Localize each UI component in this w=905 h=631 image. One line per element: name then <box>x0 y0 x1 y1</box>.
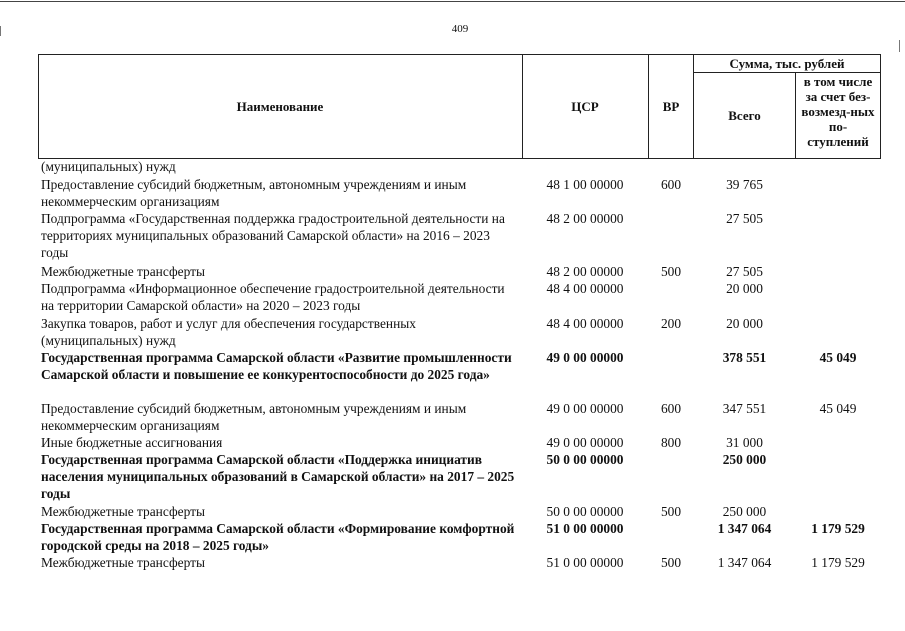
header-divider <box>795 72 796 159</box>
row-name: Закупка товаров, работ и услуг для обеспечения государственных (муниципальных) нужд <box>41 316 416 348</box>
row-name: Межбюджетные трансферты <box>41 504 205 519</box>
row-csr: 50 0 00 00000 <box>546 452 624 467</box>
header-divider <box>880 54 881 159</box>
row-name: Государственная программа Самарской области «Поддержка инициатив населения муниципальных образований в Самарской области» на 2017 – 2025 годы <box>41 452 515 501</box>
row-csr: 51 0 00 00000 <box>546 555 624 570</box>
row-total: 250 000 <box>722 504 767 519</box>
row-csr: 48 4 00 00000 <box>546 281 624 296</box>
row-incl: 1 179 529 <box>811 521 865 536</box>
header-divider <box>38 54 39 159</box>
header-csr: ЦСР <box>571 99 599 114</box>
row-total: 347 551 <box>722 401 767 416</box>
row-csr: 48 2 00 00000 <box>546 264 624 279</box>
row-name: Государственная программа Самарской области «Формирование комфортной городской среды на 2018 – 2025 годы» <box>41 521 515 553</box>
header-amount: Сумма, тыс. рублей <box>729 56 845 71</box>
row-total: 1 347 064 <box>717 521 772 536</box>
row-name: Предоставление субсидий бюджетным, автономным учреждениям и иным некоммерческим организациям <box>41 177 467 209</box>
row-csr: 49 0 00 00000 <box>546 435 624 450</box>
row-csr: 48 1 00 00000 <box>546 177 624 192</box>
row-name: Государственная программа Самарской области «Развитие промышленности Самарской области и повышение ее конкурентоспособности до 2025 года» <box>41 350 512 382</box>
header-name: Наименование <box>236 99 324 114</box>
row-csr: 48 4 00 00000 <box>546 316 624 331</box>
header-divider <box>522 54 523 159</box>
row-total: 27 505 <box>726 211 763 226</box>
row-name: Предоставление субсидий бюджетным, автономным учреждениям и иным некоммерческим организациям <box>41 401 467 433</box>
row-vr: 500 <box>660 264 682 279</box>
row-vr: 600 <box>660 401 682 416</box>
row-vr: 500 <box>660 504 682 519</box>
header-incl: в том числе за счет без-возмезд-ных по-ступлений <box>801 74 875 149</box>
row-total: 27 505 <box>726 264 763 279</box>
row-incl: 45 049 <box>819 401 857 416</box>
header-total: Всего <box>728 108 761 123</box>
row-total: 378 551 <box>722 350 767 365</box>
row-name: Межбюджетные трансферты <box>41 555 205 570</box>
amount-subheader-border <box>693 72 881 73</box>
row-total: 39 765 <box>726 177 763 192</box>
row-csr: 50 0 00 00000 <box>546 504 624 519</box>
row-csr: 48 2 00 00000 <box>546 211 624 226</box>
row-total: 1 347 064 <box>717 555 772 570</box>
page-number: 409 <box>451 23 469 35</box>
row-vr: 200 <box>660 316 682 331</box>
header-divider <box>693 54 694 159</box>
row-incl: 45 049 <box>819 350 857 365</box>
row-incl: 1 179 529 <box>811 555 865 570</box>
row-total: 250 000 <box>722 452 767 467</box>
row-total: 31 000 <box>726 435 763 450</box>
row-csr: 49 0 00 00000 <box>546 401 624 416</box>
row-vr: 500 <box>660 555 682 570</box>
row-total: 20 000 <box>726 281 763 296</box>
row-name: Межбюджетные трансферты <box>41 264 205 279</box>
row-name: Подпрограмма «Государственная поддержка градостроительной деятельности на территориях муниципальных образований Самарской области» на 2016 – 2023 годы <box>41 211 505 260</box>
header-vr: ВР <box>662 99 680 114</box>
row-vr: 800 <box>660 435 682 450</box>
row-vr: 600 <box>660 177 682 192</box>
row-name: (муниципальных) нужд <box>41 159 176 174</box>
row-total: 20 000 <box>726 316 763 331</box>
row-name: Подпрограмма «Информационное обеспечение градостроительной деятельности на территории Самарской области» на 2020 – 2023 годы <box>41 281 505 313</box>
header-divider <box>648 54 649 159</box>
row-csr: 49 0 00 00000 <box>546 350 624 365</box>
row-name: Иные бюджетные ассигнования <box>41 435 223 450</box>
table-top-border <box>38 54 881 55</box>
row-csr: 51 0 00 00000 <box>546 521 624 536</box>
